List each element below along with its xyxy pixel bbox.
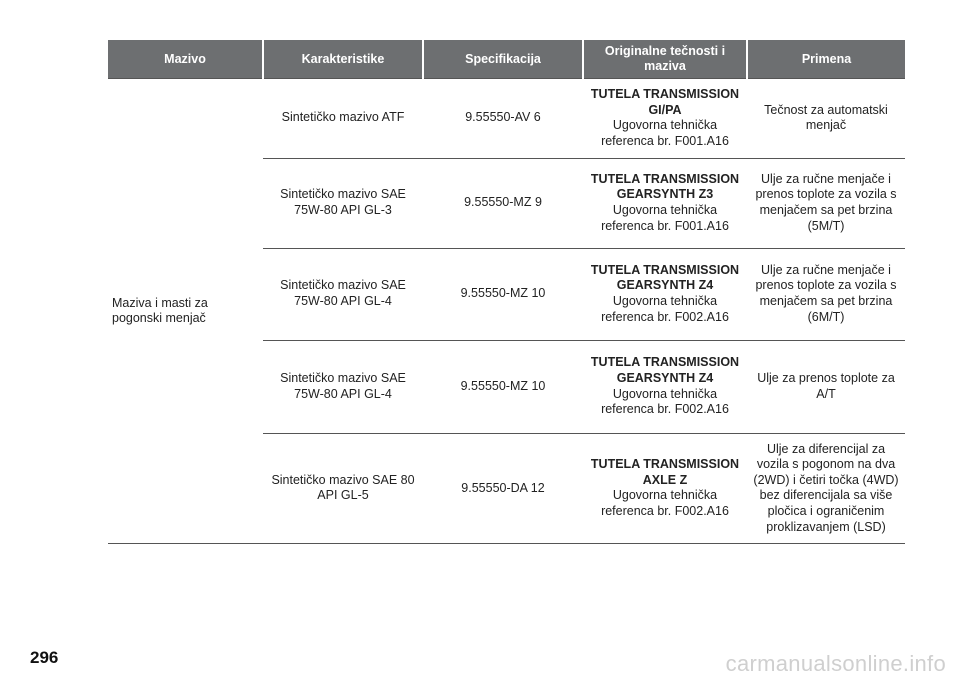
karakteristike-cell: Sintetičko mazivo SAE 75W-80 API GL-4 [263,340,423,433]
header-karakteristike: Karakteristike [263,40,423,79]
product-cell [583,340,747,433]
product-name: TUTELA TRANSMISSION GEARSYNTH Z3 [590,171,740,202]
product-cell [583,248,747,340]
product-reference: Ugovorna tehnička referenca br. F002.A16 [601,294,729,324]
group-label-cell [108,79,263,544]
table-row [108,79,905,159]
product-reference: Ugovorna tehnička referenca br. F002.A16 [601,386,729,417]
karakteristike-cell: Sintetičko mazivo SAE 80 API GL-5 [263,433,423,544]
product-name: TUTELA TRANSMISSION AXLE Z [590,457,740,487]
product-name: TUTELA TRANSMISSION GEARSYNTH Z4 [590,355,740,385]
header-specifikacija: Specifikacija [423,40,583,79]
karakteristike-cell: Sintetičko mazivo SAE 75W-80 API GL-3 [263,158,423,248]
primena-cell: Ulje za ručne menjače i prenos toplote za vozila s menjačem sa pet brzina (5M/T) [747,158,905,248]
primena-cell: Ulje za diferencijal za vozila s pogonom na dva (2WD) i četiri točka (4WD) bez diferencijala sa više pločica i ograničenim proklizavanjem (LSD) [747,433,905,544]
karakteristike-cell: Sintetičko mazivo SAE 75W-80 API GL-4 [263,248,423,340]
product-cell [583,433,747,544]
page-number: 296 [30,648,59,667]
specifikacija-cell: 9.55550-MZ 9 [423,158,583,248]
header-originalne-tecnosti: Originalne tečnosti i maziva [583,40,747,79]
table-header-row [108,40,905,79]
primena-cell: Ulje za ručne menjače i prenos toplote za vozila s menjačem sa pet brzina (6M/T) [747,248,905,340]
product-name: TUTELA TRANSMISSION GEARSYNTH Z4 [590,262,740,293]
product-reference: Ugovorna tehnička referenca br. F001.A16 [601,118,729,148]
product-name: TUTELA TRANSMISSION GI/PA [590,87,740,117]
specifikacija-cell: 9.55550-MZ 10 [423,248,583,340]
lubricants-table [108,40,905,544]
watermark: carmanualsonline.info [725,651,946,676]
primena-cell: Ulje za prenos toplote za A/T [747,340,905,433]
specifikacija-cell: 9.55550-DA 12 [423,433,583,544]
product-cell [583,158,747,248]
primena-cell: Tečnost za automatski menjač [747,79,905,159]
header-primena: Primena [747,40,905,79]
product-reference: Ugovorna tehnička referenca br. F001.A16 [601,203,729,233]
specifikacija-cell: 9.55550-AV 6 [423,79,583,159]
karakteristike-cell: Sintetičko mazivo ATF [263,79,423,159]
group-label: Maziva i masti za pogonski menjač [112,295,208,326]
product-reference: Ugovorna tehnička referenca br. F002.A16 [601,488,729,518]
header-mazivo: Mazivo [108,40,263,79]
specifikacija-cell: 9.55550-MZ 10 [423,340,583,433]
product-cell [583,79,747,159]
